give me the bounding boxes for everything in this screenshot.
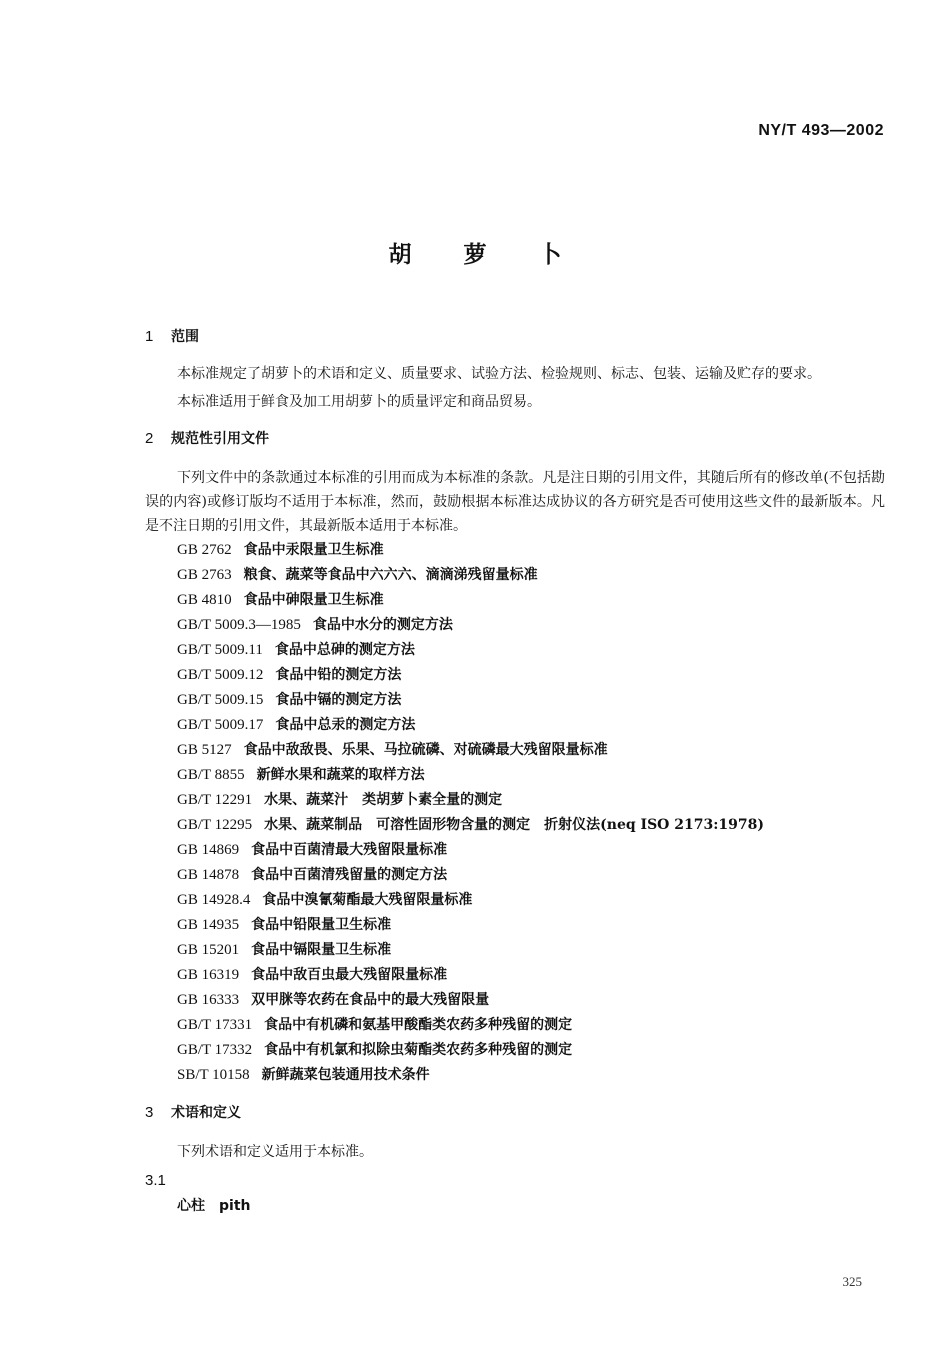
reference-title: 食品中砷限量卫生标准 [243,592,384,608]
reference-item [177,613,885,638]
page-number: 325 [842,1274,862,1289]
reference-item [177,888,885,913]
reference-title: 新鲜水果和蔬菜的取样方法 [256,767,425,783]
scope-paragraph-1: 本标准规定了胡萝卜的术语和定义、质量要求、试验方法、检验规则、标志、包装、运输及贮存的要求。 [177,366,821,382]
standard-number: NY/T 493—2002 [758,122,884,139]
reference-title: 食品中有机氯和拟除虫菊酯类农药多种残留的测定 [264,1042,573,1058]
reference-item [177,688,885,713]
scope-paragraph-2: 本标准适用于鲜食及加工用胡萝卜的质量评定和商品贸易。 [177,394,541,410]
reference-title: 食品中水分的测定方法 [312,617,453,633]
reference-item [177,663,885,688]
reference-title: 水果、蔬菜汁 类胡萝卜素全量的测定 [264,792,503,808]
reference-item [177,1013,885,1038]
reference-code: GB 15201 [177,942,240,958]
reference-code: GB/T 5009.12 [177,667,264,683]
reference-code: GB 5127 [177,742,232,758]
reference-title: 粮食、蔬菜等食品中六六六、滴滴涕残留量标准 [243,567,538,583]
section-number: 3 [145,1104,154,1121]
reference-item [177,788,885,813]
reference-list [177,538,885,1088]
reference-title: 新鲜蔬菜包装通用技术条件 [261,1067,430,1083]
reference-title: 食品中有机磷和氨基甲酸酯类农药多种残留的测定 [264,1017,573,1033]
reference-item [177,738,885,763]
clause-number: 3.1 [145,1172,166,1189]
reference-title: 食品中敌百虫最大残留限量标准 [251,967,448,983]
reference-code: GB 14928.4 [177,892,251,908]
reference-item [177,538,885,563]
document-title: 胡 萝 卜 [388,242,584,268]
reference-title: 双甲脒等农药在食品中的最大残留限量 [251,992,490,1008]
reference-title: 水果、蔬菜制品 可溶性固形物含量的测定 折射仪法(neq ISO 2173:1978) [264,817,764,833]
term-english: pith [219,1198,251,1214]
reference-code: GB/T 8855 [177,767,245,783]
reference-code: GB 14935 [177,917,240,933]
reference-item [177,838,885,863]
section-heading-scope [145,326,885,348]
reference-item [177,913,885,938]
reference-code: GB/T 5009.17 [177,717,264,733]
reference-item [177,813,885,838]
reference-code: GB 2762 [177,542,232,558]
reference-code: GB 16319 [177,967,240,983]
section-number: 1 [145,328,154,345]
reference-title: 食品中铅限量卫生标准 [251,917,392,933]
section-title: 规范性引用文件 [171,431,269,447]
reference-item [177,638,885,663]
reference-code: GB 14878 [177,867,240,883]
terms-intro: 下列术语和定义适用于本标准。 [177,1144,373,1160]
reference-title: 食品中敌敌畏、乐果、马拉硫磷、对硫磷最大残留限量标准 [243,742,608,758]
references-intro: 下列文件中的条款通过本标准的引用而成为本标准的条款。凡是注日期的引用文件，其随后所有的修改单(不包括勘误的内容)或修订版均不适用于本标准，然而，鼓励根据本标准达成协议的各方研究是否可使用这些文件的最新版本。凡是不注日期的引用文件，其最新版本适用于本标准。 [145,470,885,534]
reference-item [177,963,885,988]
reference-code: GB 14869 [177,842,240,858]
reference-code: GB/T 5009.11 [177,642,263,658]
reference-code: GB/T 17331 [177,1017,253,1033]
reference-title: 食品中总砷的测定方法 [274,642,415,658]
reference-code: GB/T 5009.3—1985 [177,617,301,633]
reference-code: GB 4810 [177,592,232,608]
reference-item [177,863,885,888]
document-body [145,326,885,1218]
reference-code: GB/T 17332 [177,1042,253,1058]
reference-title: 食品中溴氰菊酯最大残留限量标准 [262,892,473,908]
reference-code: GB/T 5009.15 [177,692,264,708]
term-entry [177,1194,885,1218]
reference-title: 食品中总汞的测定方法 [275,717,416,733]
reference-item [177,1063,885,1088]
reference-code: GB/T 12295 [177,817,253,833]
reference-title: 食品中铅的测定方法 [275,667,402,683]
section-number: 2 [145,430,154,447]
section-title: 术语和定义 [171,1105,241,1121]
section-heading-terms [145,1102,885,1124]
reference-title: 食品中镉限量卫生标准 [251,942,392,958]
reference-code: GB/T 12291 [177,792,253,808]
section-title: 范围 [171,329,199,345]
reference-item [177,988,885,1013]
reference-code: GB 16333 [177,992,240,1008]
reference-item [177,1038,885,1063]
reference-code: GB 2763 [177,567,232,583]
reference-item [177,563,885,588]
reference-item [177,713,885,738]
term-chinese: 心柱 [177,1198,205,1214]
reference-item [177,763,885,788]
reference-item [177,588,885,613]
reference-item [177,938,885,963]
reference-title: 食品中百菌清残留量的测定方法 [251,867,448,883]
reference-title: 食品中镉的测定方法 [275,692,402,708]
section-heading-normative-references [145,428,885,450]
reference-title: 食品中汞限量卫生标准 [243,542,384,558]
reference-title: 食品中百菌清最大残留限量标准 [251,842,448,858]
reference-code: SB/T 10158 [177,1067,250,1083]
